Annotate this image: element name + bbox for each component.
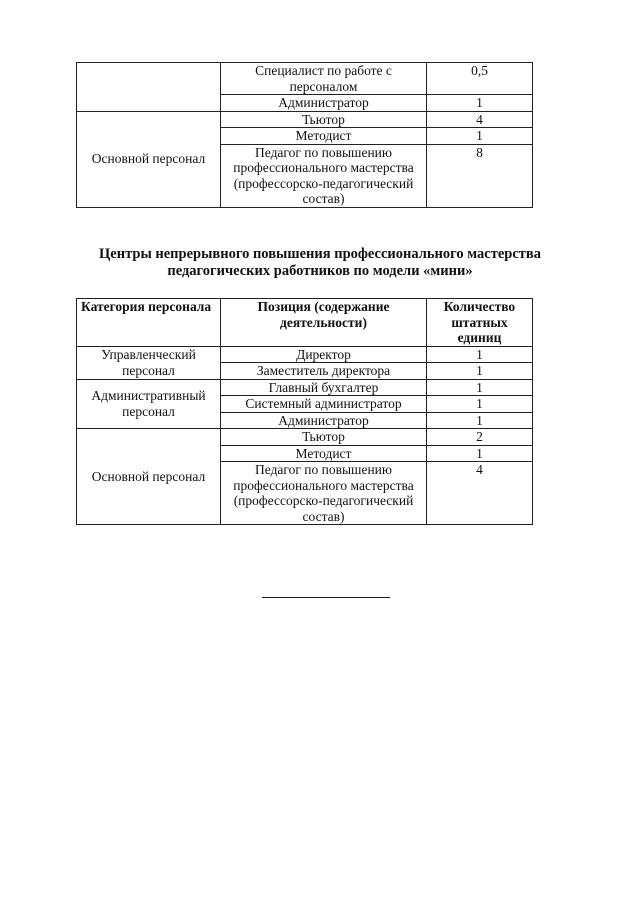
table-cell-position: Главный бухгалтер [221, 379, 427, 396]
table-row [77, 111, 533, 128]
table-cell-position: Методист [221, 128, 427, 145]
table-cell-position: Заместитель директора [221, 363, 427, 380]
table-cell-position: Системный администратор [221, 396, 427, 413]
table-cell-qty: 1 [427, 396, 533, 413]
table-cell-category: Основной персонал [77, 111, 221, 207]
table-cell-qty: 1 [427, 346, 533, 363]
column-header-qty: Количество штатных единиц [427, 299, 533, 347]
table-row [77, 63, 533, 95]
column-header-position: Позиция (содержание деятельности) [221, 299, 427, 347]
table-cell-position: Администратор [221, 95, 427, 112]
table-cell-position: Специалист по работе с персоналом [221, 63, 427, 95]
table-cell-qty: 4 [427, 462, 533, 525]
table-cell-qty: 1 [427, 445, 533, 462]
table-cell-qty: 1 [427, 128, 533, 145]
footnote-separator-line [262, 597, 390, 598]
table-cell-qty: 2 [427, 429, 533, 446]
table-cell-position: Администратор [221, 412, 427, 429]
table-cell-position: Тьютор [221, 429, 427, 446]
table-row [77, 346, 533, 363]
table-cell-category: Управленческий персонал [77, 346, 221, 379]
table-cell-qty: 4 [427, 111, 533, 128]
table-cell-category-empty [77, 63, 221, 112]
table-cell-qty: 1 [427, 95, 533, 112]
table-cell-position: Тьютор [221, 111, 427, 128]
table-cell-position: Педагог по повышению профессионального мастерства (профессорско-педагогический состав) [221, 144, 427, 207]
table-cell-qty: 1 [427, 363, 533, 380]
section-title: Центры непрерывного повышения профессионального мастерства педагогических работников по модели «мини» [99, 246, 541, 279]
table-header-row [77, 299, 533, 347]
staff-table-mini-model [76, 298, 533, 525]
table-cell-qty: 1 [427, 412, 533, 429]
table-cell-qty: 8 [427, 144, 533, 207]
table-cell-qty: 1 [427, 379, 533, 396]
table-cell-category: Административный персонал [77, 379, 221, 429]
table-cell-qty: 0,5 [427, 63, 533, 95]
table-cell-category: Основной персонал [77, 429, 221, 525]
column-header-category: Категория персонала [77, 299, 221, 347]
table-cell-position: Методист [221, 445, 427, 462]
staff-table-continued [76, 62, 533, 208]
table-row [77, 429, 533, 446]
table-cell-position: Директор [221, 346, 427, 363]
table-row [77, 379, 533, 396]
table-cell-position: Педагог по повышению профессионального мастерства (профессорско-педагогический состав) [221, 462, 427, 525]
